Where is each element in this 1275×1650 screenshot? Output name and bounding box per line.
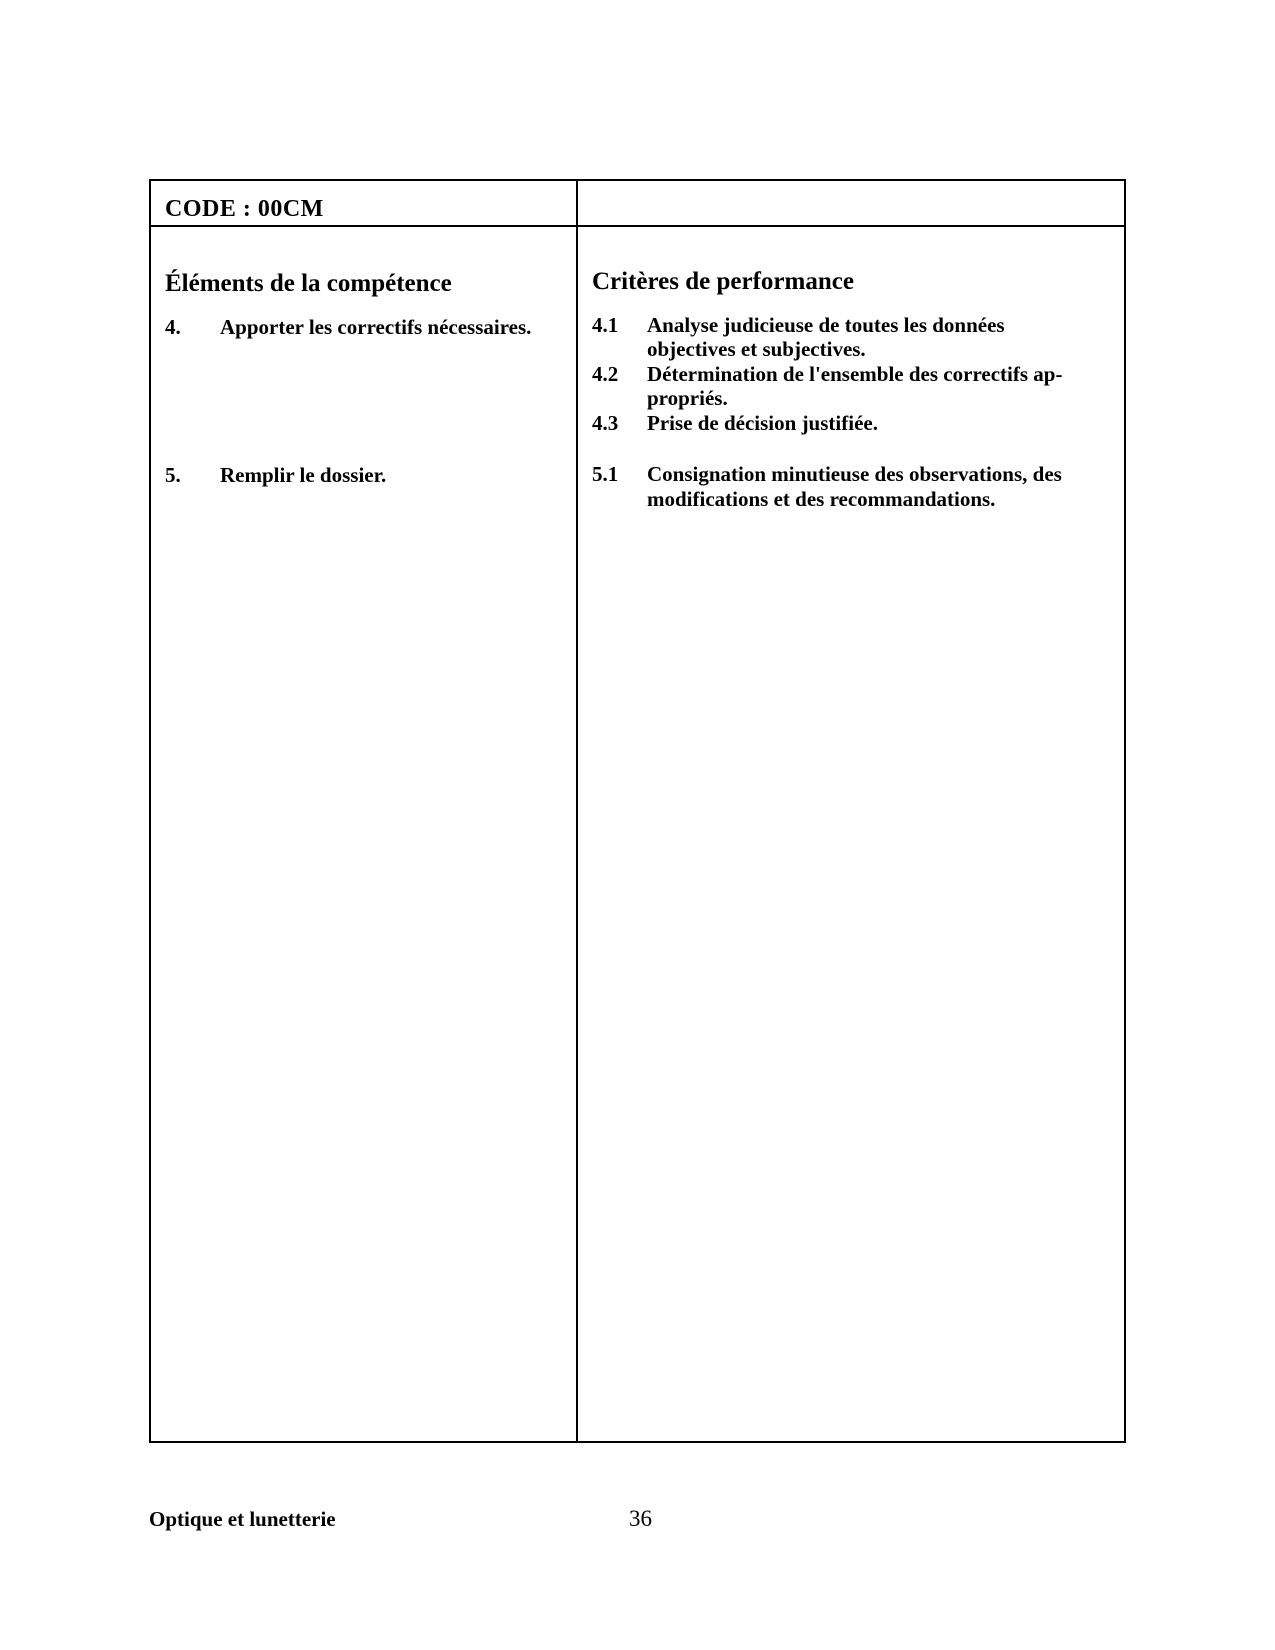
element-number: 4.	[165, 315, 181, 339]
criterion-line: modifications et des recommandations.	[647, 487, 996, 511]
header-divider	[151, 225, 1124, 227]
elements-heading: Éléments de la compétence	[165, 270, 452, 297]
code-label: CODE : 00CM	[165, 196, 324, 222]
criterion-number: 4.3	[592, 411, 619, 435]
criteria-heading: Critères de performance	[592, 268, 854, 295]
element-text: Apporter les correctifs nécessaires.	[220, 315, 532, 339]
competency-table	[149, 179, 1126, 1443]
footer-title: Optique et lunetterie	[149, 1507, 336, 1531]
criterion-number: 4.1	[592, 313, 619, 337]
criterion-number: 5.1	[592, 462, 619, 486]
page-number: 36	[629, 1506, 652, 1531]
criterion-line: Analyse judicieuse de toutes les données	[647, 313, 1005, 337]
criterion-line: propriés.	[647, 386, 728, 410]
criterion-number: 4.2	[592, 362, 619, 386]
criterion-line: objectives et subjectives.	[647, 337, 866, 361]
column-divider	[576, 181, 578, 1441]
element-number: 5.	[165, 463, 181, 487]
criterion-line: Prise de décision justifiée.	[647, 411, 878, 435]
element-text: Remplir le dossier.	[220, 463, 387, 487]
criterion-line: Détermination de l'ensemble des correctifs ap-	[647, 362, 1063, 386]
criterion-line: Consignation minutieuse des observations, des	[647, 462, 1062, 486]
